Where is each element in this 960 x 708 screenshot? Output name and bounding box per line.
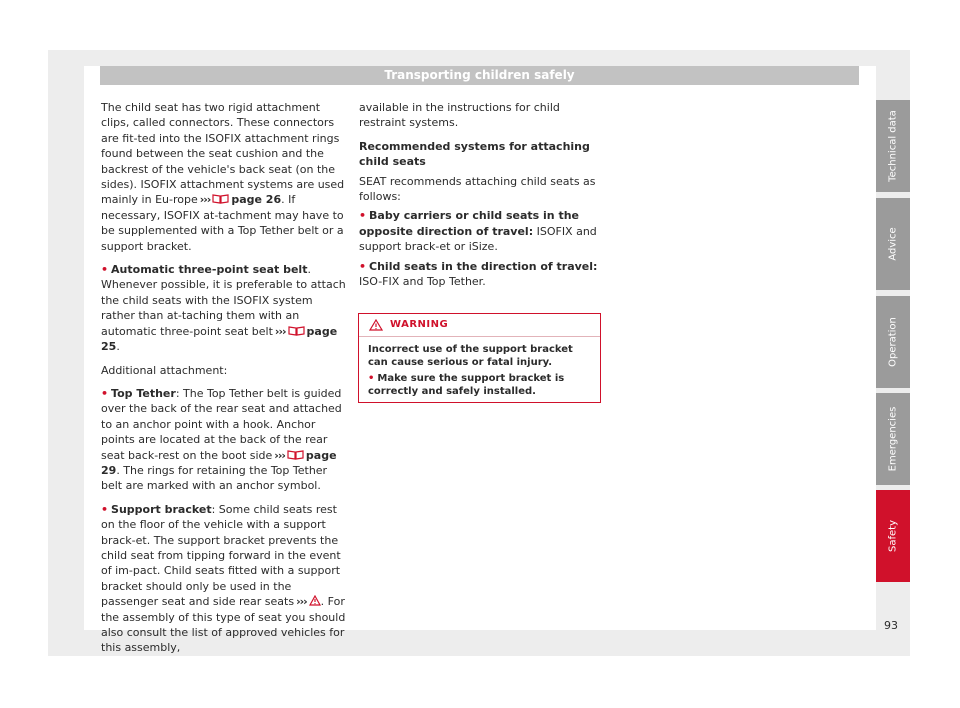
continuation-paragraph: available in the instructions for child restraint systems.	[359, 101, 560, 130]
bullet-icon: •	[359, 259, 367, 273]
bullet-icon: •	[101, 386, 109, 400]
page-ref-link[interactable]: page 25	[101, 324, 338, 354]
bullet-icon: •	[101, 502, 109, 516]
warning-triangle-icon[interactable]	[309, 595, 321, 606]
isofix-paragraph: The child seat has two rigid attachment clips, called connectors. These connectors are fit-ted into the ISOFIX attachment rings found between the seat cushion and the backrest of the vehicle's back seat (on the sides). ISOFIX attachment systems are used mainly in Eu-rope ››› page 26. If necessary, ISOFIX at-tachment may have to be supplemented with a Top Tether belt or a support bracket.	[101, 101, 345, 253]
bullet-icon: •	[368, 373, 375, 384]
recommended-intro: SEAT recommends attaching child seats as follows:	[359, 174, 596, 204]
right-column	[359, 100, 604, 297]
bullet-opposite-direction: • Baby carriers or child seats in the opposite direction of travel: ISOFIX and support brack-et or iSize.	[359, 209, 597, 254]
tab-safety[interactable]: Safety	[876, 490, 910, 582]
warning-box	[358, 313, 601, 403]
tab-emergencies[interactable]: Emergencies	[876, 393, 910, 485]
arrow-ref-icon: ›››	[199, 193, 211, 207]
book-icon	[212, 193, 229, 204]
page-ref-link[interactable]: page 29	[101, 448, 337, 477]
section-tabs	[876, 100, 910, 583]
warning-text: Incorrect use of the support bracket can cause serious or fatal injury.	[368, 344, 573, 368]
tab-technical-data[interactable]: Technical data	[876, 100, 910, 192]
warning-title: WARNING	[390, 319, 449, 330]
bullet-three-point: • Automatic three-point seat belt. Whenever possible, it is preferable to attach the child seats with the ISOFIX system rather than at-taching them with an automatic three-point seat belt ››› page 25.	[101, 263, 346, 354]
tab-advice[interactable]: Advice	[876, 198, 910, 290]
recommended-heading: Recommended systems for attaching child seats	[359, 139, 590, 169]
warning-body	[359, 337, 600, 398]
bullet-icon: •	[359, 209, 367, 223]
bullet-direction-of-travel: • Child seats in the direction of travel: ISO-FIX and Top Tether.	[359, 259, 598, 289]
arrow-ref-icon: ›››	[274, 448, 285, 462]
page-number: 93	[884, 619, 898, 632]
left-column	[101, 100, 346, 664]
bullet-support-bracket: • Support bracket: Some child seats rest on the floor of the vehicle with a support brack-et. The support bracket prevents the child seat from tipping forward in the event of im-pact. Child seats fitted with a support bracket should only be used in the passenger seat and side rear seats ››› . For the assembly of this type of seat you should also consult the list of approved vehicles for this assembly,	[101, 502, 346, 655]
book-icon	[287, 449, 304, 460]
page-ref-link[interactable]: page 26	[231, 193, 282, 207]
book-icon	[288, 325, 305, 336]
page-header: Transporting children safely	[100, 66, 859, 85]
tab-operation[interactable]: Operation	[876, 296, 910, 388]
bullet-top-tether: • Top Tether: The Top Tether belt is guided over the back of the rear seat and attached to an anchor point with a hook. Anchor points are located at the back of the rear seat back-rest on the boot side ››› page 29. The rings for retaining the Top Tether belt are marked with an anchor symbol.	[101, 386, 342, 493]
warning-header	[359, 314, 600, 337]
arrow-ref-icon: ›››	[274, 324, 286, 338]
warning-bullet: • Make sure the support bracket is correctly and safely installed.	[368, 373, 565, 397]
warning-triangle-icon	[369, 319, 383, 331]
additional-heading: Additional attachment:	[101, 363, 228, 377]
arrow-ref-icon: ›››	[296, 595, 307, 609]
bullet-icon: •	[101, 263, 109, 277]
